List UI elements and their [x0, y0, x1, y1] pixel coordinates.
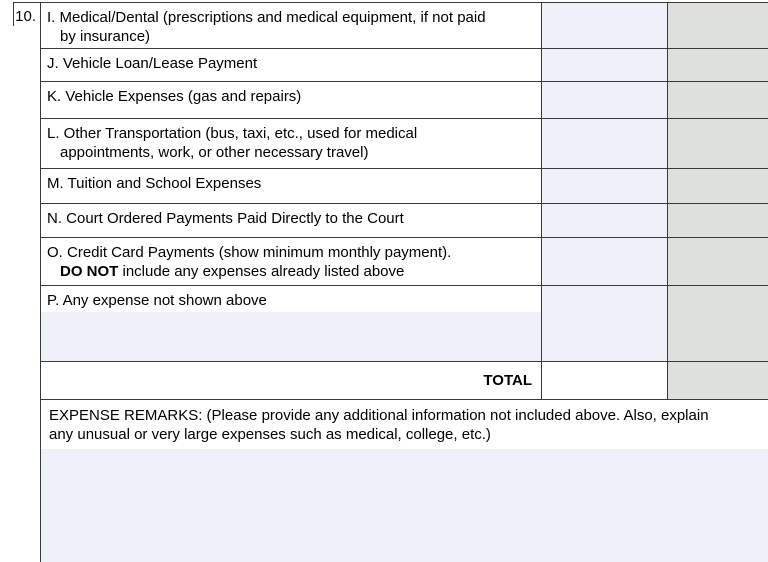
total-row: [41, 362, 768, 400]
shaded-cell-j: [668, 49, 768, 82]
shaded-cell-k: [668, 82, 768, 119]
amount-field-l[interactable]: [542, 119, 668, 169]
expense-row-o: [41, 238, 768, 286]
expense-label-line2: [47, 262, 535, 281]
expense-label-line2-bold: DO NOT: [60, 263, 119, 280]
expense-label-line1: P. Any expense not shown above: [47, 292, 267, 309]
amount-field-m[interactable]: [542, 169, 668, 204]
expense-row-m: [41, 169, 768, 204]
expense-row-l: [41, 119, 768, 169]
remarks-label-line1: EXPENSE REMARKS: (Please provide any additional information not included above. Also, explain: [49, 407, 709, 424]
expense-label-cell-j: [41, 49, 542, 82]
shaded-cell-o: [668, 238, 768, 286]
expense-label-line1: J. Vehicle Loan/Lease Payment: [47, 55, 258, 72]
shaded-cell-total: [668, 362, 768, 400]
expense-row-i: [41, 3, 768, 49]
expense-row-p: [41, 286, 768, 362]
outer-table-top-border-segment: [13, 2, 41, 3]
item-number-label: 10.: [15, 8, 36, 25]
remarks-row: [41, 400, 768, 562]
expense-label-line1: M. Tuition and School Expenses: [47, 175, 262, 192]
shaded-cell-n: [668, 204, 768, 238]
total-label: TOTAL: [41, 362, 542, 400]
expense-row-n: [41, 204, 768, 238]
expense-label-cell-i: [41, 3, 542, 49]
expense-label-cell-l: [41, 119, 542, 169]
shaded-cell-i: [668, 3, 768, 49]
expense-row-k: [41, 82, 768, 119]
expense-label-cell-k: [41, 82, 542, 119]
expense-label-line2: appointments, work, or other necessary travel): [60, 144, 369, 161]
remarks-inner: [41, 400, 768, 562]
expense-label-cell-o: [41, 238, 542, 286]
expense-label-line2-rest: include any expenses already listed above: [118, 263, 405, 280]
shaded-cell-m: [668, 169, 768, 204]
expense-label-line1: L. Other Transportation (bus, taxi, etc., used for medical: [47, 125, 418, 142]
amount-field-p[interactable]: [542, 286, 668, 362]
expense-label-cell-n: [41, 204, 542, 238]
expense-label-line2: by insurance): [60, 28, 151, 45]
amount-field-k[interactable]: [542, 82, 668, 119]
amount-field-i[interactable]: [542, 3, 668, 49]
shaded-cell-l: [668, 119, 768, 169]
remarks-cell: [41, 400, 768, 562]
expense-label-line1: I. Medical/Dental (prescriptions and medical equipment, if not paid: [47, 9, 486, 26]
expense-p-extra-field[interactable]: [41, 312, 541, 361]
remarks-field[interactable]: [41, 449, 768, 562]
remarks-label: [41, 400, 768, 446]
expense-label-cell-p: [41, 286, 542, 362]
expense-label-line1: K. Vehicle Expenses (gas and repairs): [47, 88, 302, 105]
amount-field-o[interactable]: [542, 238, 668, 286]
expense-table: [40, 2, 768, 562]
expense-label-line1: O. Credit Card Payments (show minimum monthly payment).: [47, 244, 452, 261]
amount-field-j[interactable]: [542, 49, 668, 82]
remarks-label-line2: any unusual or very large expenses such as medical, college, etc.): [49, 426, 491, 443]
expense-label-line1: N. Court Ordered Payments Paid Directly to the Court: [47, 210, 404, 227]
amount-field-n[interactable]: [542, 204, 668, 238]
total-amount-field[interactable]: [542, 362, 668, 400]
shaded-cell-p: [668, 286, 768, 362]
expense-label-cell-m: [41, 169, 542, 204]
expense-row-j: [41, 49, 768, 82]
